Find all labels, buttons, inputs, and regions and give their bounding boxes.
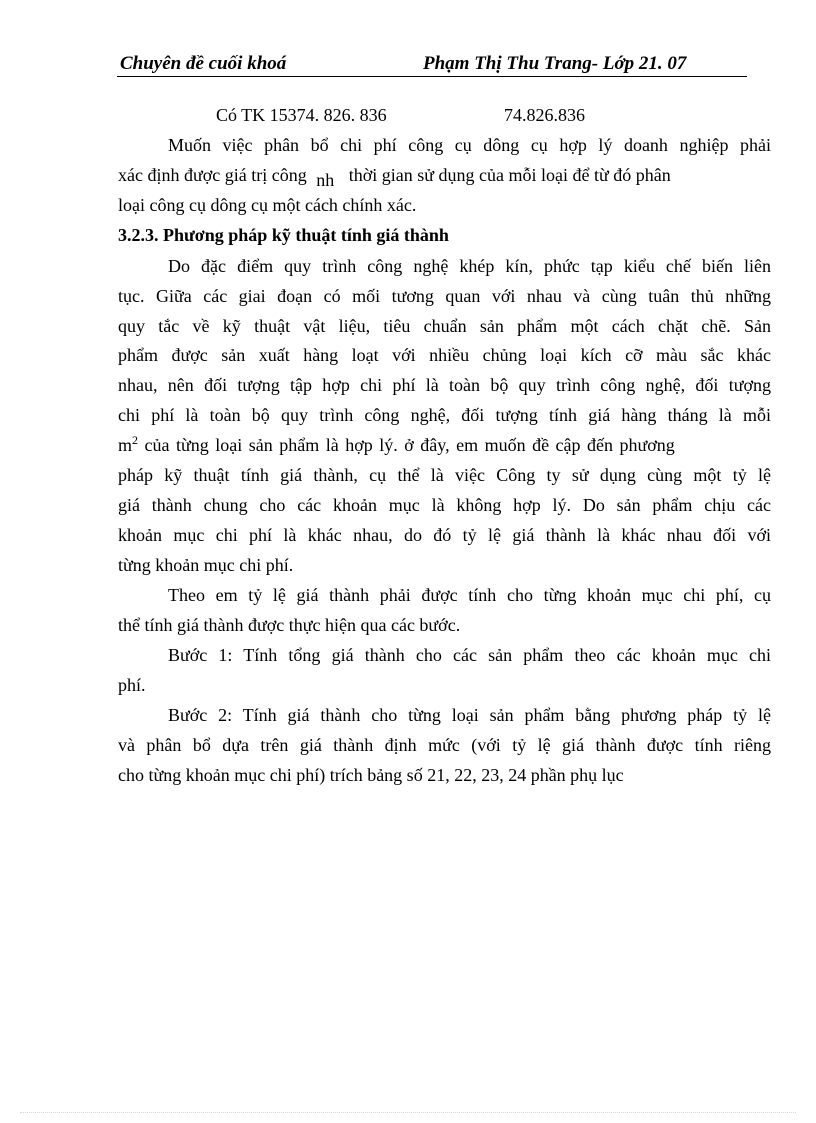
- text-span: của từng loại sản phẩm là hợp lý. ở đây, em muốn đề cập đến phương: [138, 435, 675, 455]
- paragraph-line: thể tính giá thành được thực hiện qua các bước.: [118, 615, 461, 635]
- section-heading: 3.2.3. Phương pháp kỹ thuật tính giá thành: [118, 225, 449, 245]
- paragraph-line: tục. Giữa các giai đoạn có mối tương quan với nhau và cùng tuân thủ những: [118, 286, 771, 306]
- paragraph-line: chi phí là toàn bộ quy trình công nghệ, đối tượng tính giá hàng tháng là mỗi: [118, 405, 771, 425]
- paragraph-line: quy tắc về kỹ thuật vật liệu, tiêu chuẩn sản phẩm một cách chặt chẽ. Sản: [118, 316, 771, 336]
- paragraph-line: Bước 1: Tính tổng giá thành cho các sản phẩm theo các khoản mục chi: [168, 645, 771, 665]
- paragraph-line: nhau, nên đối tượng tập hợp chi phí là toàn bộ quy trình công nghệ, đối tượng: [118, 375, 771, 395]
- paragraph-line: [118, 434, 771, 458]
- superscript: 2: [132, 433, 139, 447]
- header-document-title: Chuyên đề cuối khoá: [120, 53, 287, 74]
- account-credit-amount: 74.826.836: [504, 105, 585, 125]
- paragraph-line: Muốn việc phân bổ chi phí công cụ dông cụ hợp lý doanh nghiệp phải: [168, 135, 771, 155]
- paragraph-line: Bước 2: Tính giá thành cho từng loại sản phẩm bằng phương pháp tỷ lệ: [168, 705, 771, 725]
- paragraph-line: loại công cụ dông cụ một cách chính xác.: [118, 195, 417, 215]
- text-span: xác định được giá trị công: [118, 165, 307, 185]
- paragraph-line: cho từng khoản mục chi phí) trích bảng số 21, 22, 23, 24 phần phụ lục: [118, 765, 624, 785]
- page-header: [117, 50, 747, 77]
- page-bottom-divider: [20, 1112, 796, 1113]
- paragraph-line: Do đặc điểm quy trình công nghệ khép kín, phức tạp kiểu chế biến liên: [168, 256, 771, 276]
- header-author-class: Phạm Thị Thu Trang- Lớp 21. 07: [423, 53, 687, 74]
- account-credit-line: [216, 104, 387, 126]
- paragraph-line: phí.: [118, 675, 146, 695]
- paragraph-line: phẩm được sản xuất hàng loạt với nhiều chủng loại kích cỡ màu sắc khác: [118, 345, 771, 365]
- paragraph-line: giá thành chung cho các khoản mục là không hợp lý. Do sản phẩm chịu các: [118, 495, 771, 515]
- account-credit-label: Có TK 15374. 826. 836: [216, 105, 387, 125]
- paragraph-line: [118, 164, 671, 190]
- text-span: m: [118, 435, 133, 455]
- text-span: thời gian sử dụng của mỗi loại để từ đó phân: [348, 165, 671, 185]
- paragraph-line: từng khoản mục chi phí.: [118, 555, 294, 575]
- paragraph-line: khoản mục chi phí là khác nhau, do đó tỷ lệ giá thành là khác nhau đối với: [118, 525, 771, 545]
- paragraph-line: và phân bổ dựa trên giá thành định mức (với tỷ lệ giá thành được tính riêng: [118, 735, 771, 755]
- paragraph-line: pháp kỹ thuật tính giá thành, cụ thể là việc Công ty sử dụng cùng một tỷ lệ: [118, 465, 771, 485]
- text-span: nh: [316, 170, 335, 190]
- paragraph-line: Theo em tỷ lệ giá thành phải được tính cho từng khoản mục chi phí, cụ: [168, 585, 771, 605]
